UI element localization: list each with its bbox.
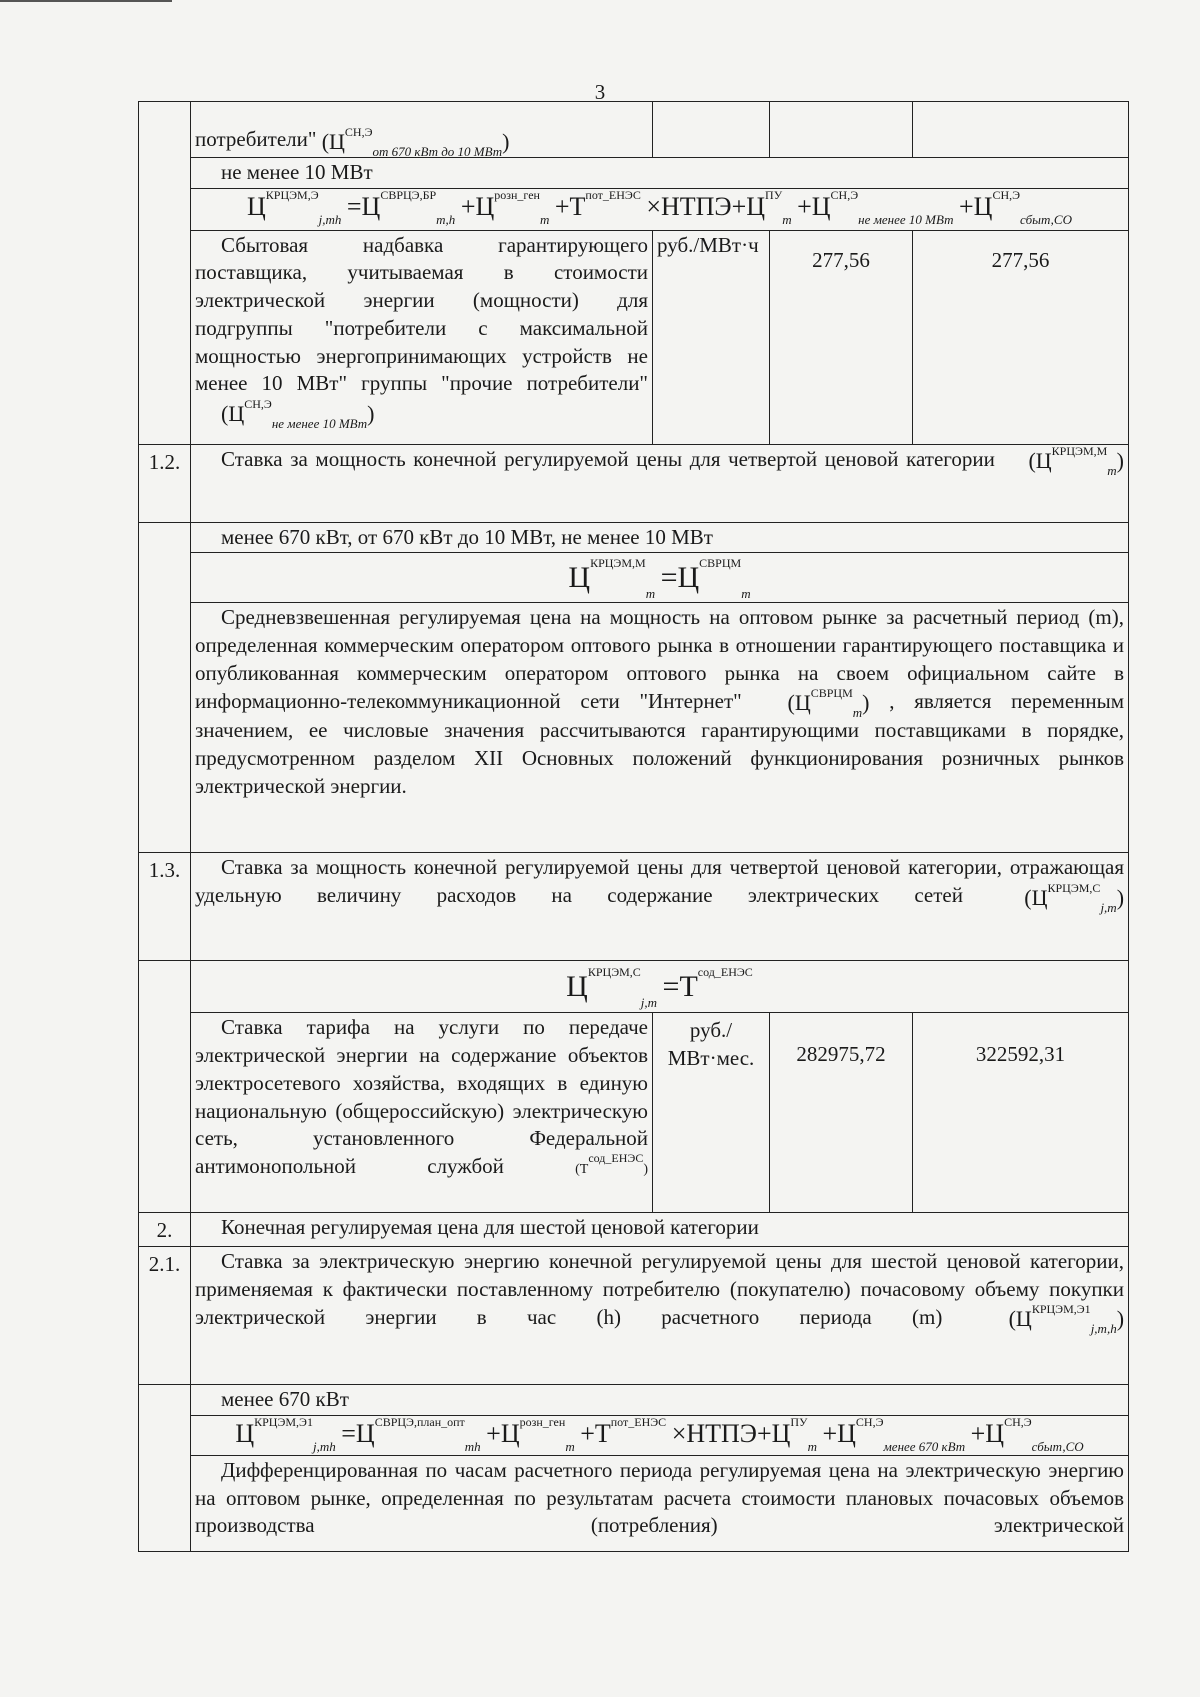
subheading: менее 670 кВт, от 670 кВт до 10 МВт, не менее 10 МВт <box>191 522 1129 553</box>
table-row <box>139 444 1129 522</box>
row-text: Сбытовая надбавка гарантирующего поставщика, учитываемая в стоимости электрической энергии (мощности) для подгруппы "потребители с максимальной мощностью энергопринимающих устройств не менее 10 МВт" группы "прочие потребители" ($Ц^{СН,Э}не$ менее 10 МВт) <box>191 230 653 444</box>
table-row <box>139 1385 1129 1416</box>
scan-mark <box>0 0 172 2</box>
row-text: Ставка за мощность конечной регулируемой цены для четвертой ценовой категории, отражающая удельную величину расходов на содержание электрических сетей $(Ц^{КРЦЭМ,С}j,m)$ <box>191 853 1129 961</box>
symbol: $(Ц^{СВРЦМ}m)$ <box>787 686 870 721</box>
row-number: 1.2. <box>139 444 191 522</box>
table-row <box>139 553 1129 603</box>
value-cell: 322592,31 <box>913 1013 1129 1213</box>
table-row <box>139 1013 1129 1213</box>
row-text: Средневзвешенная регулируемая цена на мощность на оптовом рынке за расчетный период (m), определенная коммерческим оператором оптового рынка в отношении гарантирующего поставщика и опубликованная коммерческим оператором оптового рынка на своем официальном сайте в информационно-телекоммуникационной сети "Интернет" $(Ц^{СВРЦМ}m)$ , является переменным значением, ее числовые значения рассчитываются гарантирующими поставщиками в порядке, предусмотренном разделом XII Основных положений функционирования розничных рынков электрической энергии. <box>191 603 1129 853</box>
formula: $Ц^{КРЦЭМ,М}m =Ц^{СВРЦМ}m$ <box>191 553 1129 603</box>
table-row <box>139 522 1129 553</box>
symbol: $(Ц^{КРЦЭМ,Э1}j,m,h)$ <box>1008 1302 1125 1337</box>
row-text: Конечная регулируемая цена для шестой ценовой категории <box>191 1213 1129 1247</box>
table-row <box>139 853 1129 961</box>
table-row <box>139 230 1129 444</box>
symbol: $(Ц^{КРЦЭМ,М}m)$ <box>1028 444 1124 479</box>
tariff-table <box>138 101 1129 1552</box>
page-number: 3 <box>594 80 606 104</box>
symbol: (Тсод_ЕНЭС) <box>575 1151 648 1178</box>
symbol: $(Ц^{КРЦЭМ,С}j,m)$ <box>1024 880 1125 915</box>
table-row <box>139 1455 1129 1551</box>
unit: руб./МВт·ч <box>653 230 770 444</box>
value-cell: 277,56 <box>770 230 913 444</box>
formula: $Ц^{КРЦЭМ,Э1}j,mh =Ц^{СВРЦЭ,план\_опт}mh +Ц^{розн\_ген}m +Т^{пот\_ЕНЭС}$ $\times НТПЭ+Ц^{ПУ}m$ $+Ц^{СН,Э}менее$ 670 кВт $+Ц^{СН,Э}сбыт,СО$ <box>191 1415 1129 1455</box>
subheading: не менее 10 МВт <box>191 158 1129 189</box>
table-row <box>139 961 1129 1013</box>
subheading: менее 670 кВт <box>191 1385 1129 1416</box>
row-number: 1.3. <box>139 853 191 961</box>
row-number: 2. <box>139 1213 191 1247</box>
row-text: Ставка за мощность конечной регулируемой цены для четвертой ценовой категории $(Ц^{КРЦЭМ,М}m)$ <box>191 444 1129 522</box>
row-number: 2.1. <box>139 1247 191 1385</box>
value-cell: 277,56 <box>913 230 1129 444</box>
formula: $Ц^{КРЦЭМ,Э}j,mh =Ц^{СВРЦЭ,БР}m,h +Ц^{розн\_ген}m +Т^{пот\_ЕНЭС}$ $\times НТПЭ+Ц^{ПУ}m +Ц^{СН,Э}не$ менее 10 МВт $+Ц^{СН,Э}сбыт,СО$ <box>191 188 1129 230</box>
row-text: Ставка тарифа на услуги по передаче электрической энергии на содержание объектов электросетевого хозяйства, входящих в единую национальную (общероссийскую) электрическую сеть, установленного Федеральной антимонопольной службой (Тсод_ЕНЭС) <box>191 1013 653 1213</box>
row-text: Ставка за электрическую энергию конечной регулируемой цены для шестой ценовой категории, применяемая к фактически поставленному потребителю (покупателю) почасовому объему покупки электрической энергии в час (h) расчетного периода (m) $(Ц^{КРЦЭМ,Э1}j,m,h)$ <box>191 1247 1129 1385</box>
unit: руб./ МВт·мес. <box>653 1013 770 1213</box>
value-cell: 282975,72 <box>770 1013 913 1213</box>
symbol: ($Ц^{СН,Э}от$ 670 кВт до 10 МВт) <box>321 124 510 159</box>
symbol: ($Ц^{СН,Э}не$ менее 10 МВт) <box>221 396 375 431</box>
table-row <box>139 603 1129 853</box>
table-row <box>139 102 1129 158</box>
formula: $Ц^{КРЦЭМ,С}j,m =Т^{сод\_ЕНЭС}$ <box>191 961 1129 1013</box>
table-row <box>139 1213 1129 1247</box>
table-row <box>139 158 1129 189</box>
row-text: Дифференцированная по часам расчетного периода регулируемая цена на электрическую энергию на оптовом рынке, определенная по результатам расчета стоимости плановых почасовых объемов производства (потребления) электрической <box>191 1455 1129 1551</box>
table-row <box>139 1247 1129 1385</box>
row-text: потребители" ($Ц^{СН,Э}от$ 670 кВт до 10 МВт) <box>191 102 653 158</box>
table-row <box>139 188 1129 230</box>
table-row <box>139 1415 1129 1455</box>
